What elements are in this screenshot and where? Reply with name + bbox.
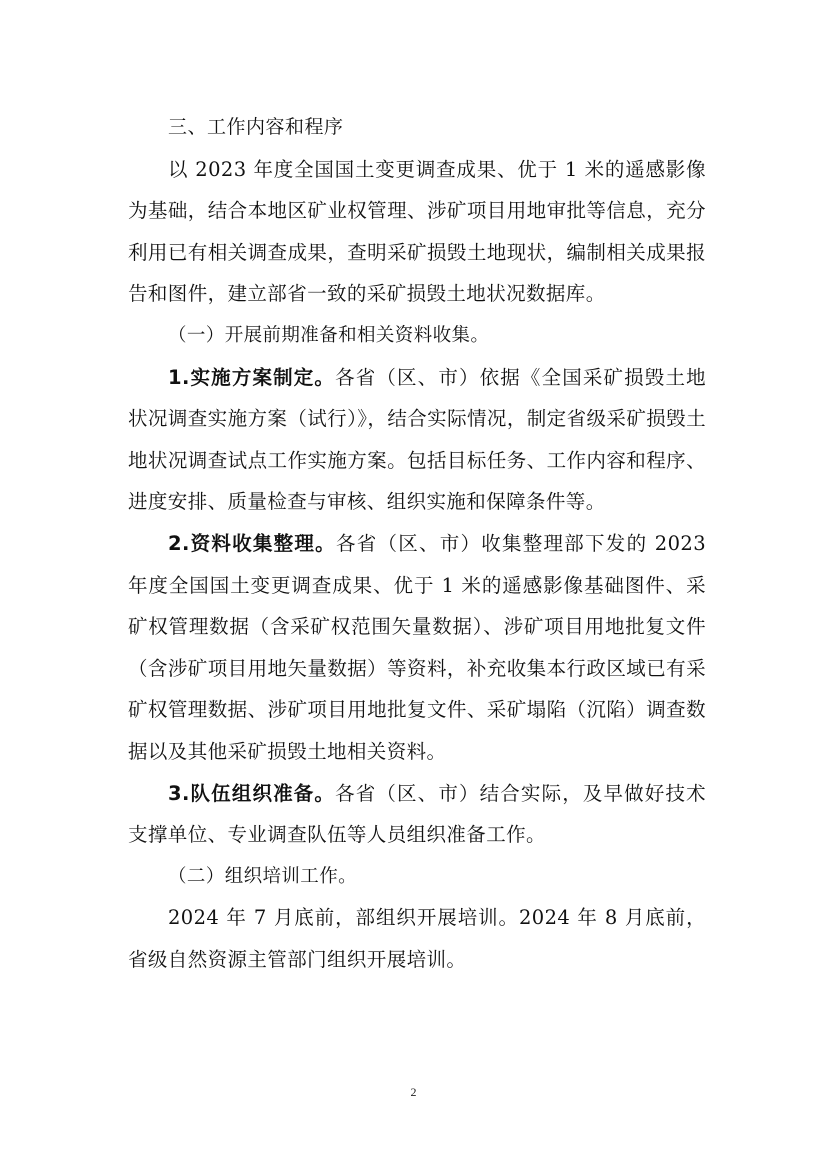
section-heading: 三、工作内容和程序 xyxy=(168,116,344,138)
item-1-text: 各省（区、市）依据《全国采矿损毁土地状况调查实施方案（试行）》，结合实际情况，制定省级采矿损毁土地状况调查试点工作实施方案。包括目标任务、工作内容和程序、进度安排、质量检查与审核、组织实施和保障条件等。 xyxy=(128,365,707,514)
item-2-lead: 2.资料收集整理。 xyxy=(168,531,336,555)
item-3-paragraph xyxy=(128,773,706,856)
document-body xyxy=(128,107,706,980)
item-3-text: 各省（区、市）结合实际，及早做好技术支撑单位、专业调查队伍等人员组织准备工作。 xyxy=(128,781,707,847)
subsection-2-heading: （二）组织培训工作。 xyxy=(168,865,358,887)
item-3-lead: 3.队伍组织准备。 xyxy=(168,781,336,805)
training-paragraph: 2024 年 7 月底前，部组织开展培训。2024 年 8 月底前，省级自然资源主管部门组织开展培训。 xyxy=(128,906,706,971)
subsection-1-heading: （一）开展前期准备和相关资料收集。 xyxy=(168,324,490,346)
item-2-text: 各省（区、市）收集整理部下发的 2023 年度全国国土变更调查成果、优于 1 米的遥感影像基础图件、采矿权管理数据（含采矿权范围矢量数据）、涉矿项目用地批复文件（含涉矿项目用地矢量数据）等资料，补充收集本行政区域已有采矿权管理数据、涉矿项目用地批复文件、采矿塌陷（沉陷）调查数据以及其他采矿损毁土地相关资料。 xyxy=(128,531,707,763)
item-1-lead: 1.实施方案制定。 xyxy=(168,365,336,389)
intro-paragraph: 以 2023 年度全国国土变更调查成果、优于 1 米的遥感影像为基础，结合本地区矿业权管理、涉矿项目用地审批等信息，充分利用已有相关调查成果，查明采矿损毁土地现状，编制相关成果报告和图件，建立部省一致的采矿损毁土地状况数据库。 xyxy=(128,157,706,306)
item-2-paragraph xyxy=(128,523,706,773)
page-number: 2 xyxy=(410,1085,417,1099)
item-1-paragraph xyxy=(128,357,706,523)
